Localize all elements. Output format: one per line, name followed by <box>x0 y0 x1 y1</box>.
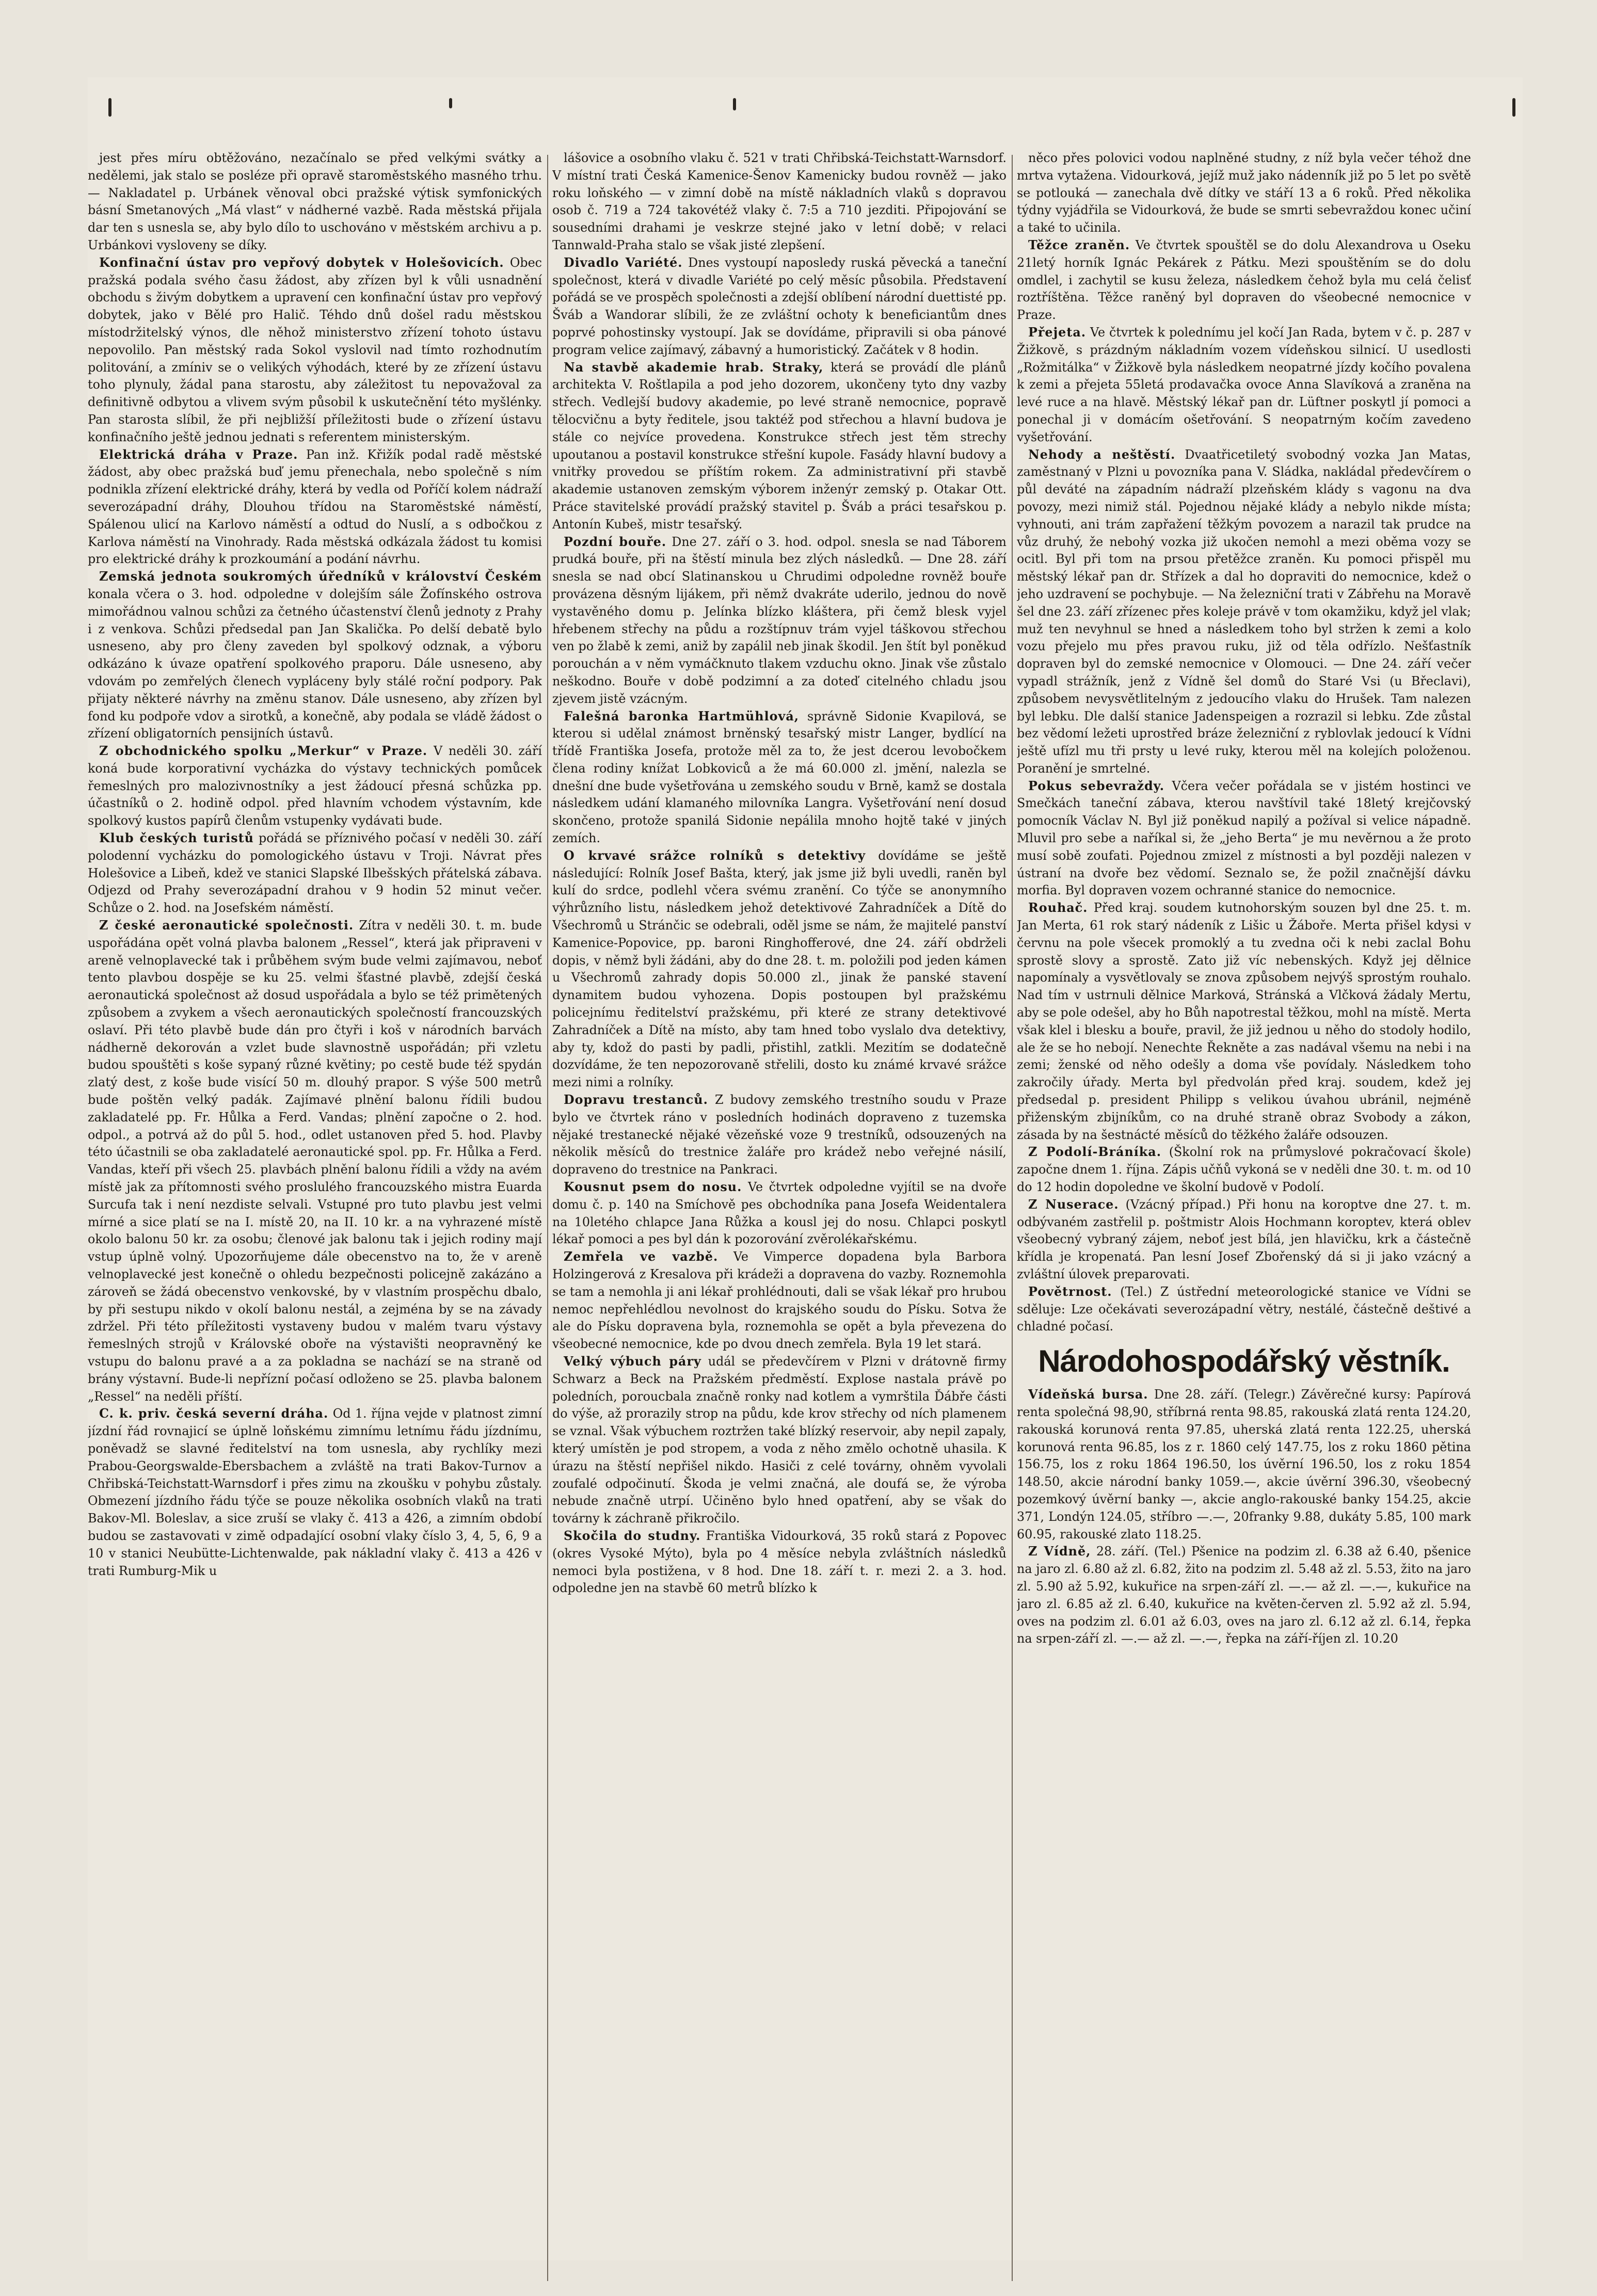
article-text: 28. září. (Tel.) Pšenice na podzim zl. 6.38 až 6.40, pšenice na jaro zl. 6.80 až zl. 6.82, žito na podzim zl. 5.48 až zl. 5.53, žito na jaro zl. 5.90 až 5.92, kukuřice na srpen-září zl. —.— až zl. —.—, kukuřice na jaro zl. 6.85 až zl. 6.40, kukuřice na květen-červen zl. 5.92 až zl. 5.94, oves na podzim zl. 6.01 až 6.03, oves na jaro zl. 6.12 až zl. 6.14, řepka na srpen-září zl. —.— až zl. —.—, řepka na září-říjen zl. 10.20 <box>1017 1544 1471 1646</box>
article-headline: Z Nuserace. <box>1028 1197 1119 1212</box>
article-headline: Skočila do studny. <box>564 1528 701 1543</box>
article-text: správně Sidonie Kvapilová, se kterou si udělal známost brněnský tesařský mistr Langer, bydlící na třídě Františka Josefa, protože měl za to, že jest dcerou levobočkem člena rodiny knížat Lobkoviců a že má 60.000 zl. jmění, nalezla se dnešní dne bude vyšetřována u zemského soudu v Brně, kamž se dostala následkem udání klamaného milovníka Langra. Vyšetřování není dosud skončeno, protože spanilá Sidonie nepálila mnoho hojtě také v jiných zemích. <box>552 709 1007 846</box>
article-headline: Z Podolí-Bráníka. <box>1028 1145 1161 1160</box>
article-headline: Přejeta. <box>1028 325 1087 340</box>
article-paragraph <box>1017 1283 1471 1336</box>
article-paragraph <box>1017 778 1471 900</box>
article-paragraph <box>552 1091 1007 1179</box>
article-text: Před kraj. soudem kutnohorským souzen byl dne 25. t. m. Jan Merta, 61 rok starý nádeník z Lišic u Žáboře. Merta přišel kdysi v červnu na pole všecek promoklý a tu zvedna oči k nebi zaclal Bohu sprostě slovy a sprostě. Zato již víc nebenských. Když jej dělnice napomínaly a vysvětlovaly se znova způsobem nejvýš sprostým rouhalo. Nad tím v ustrnuli dělnice Marková, Stránská a Vlčková žádaly Mertu, aby se pole odešel, aby ho Bůh napotrestal těžkou, mohl na místě. Merta však klel i blesku a bouře, pravil, že již jednou u něho do stodoly hodilo, ale že se ho nebojí. Nenechte Řekněte a zas nadával všemu na nebi i na zemi; ženské od něho odešly a doma vše povídaly. Následkem toho zakročily úřady. Merta byl předvolán před kraj. soudem, kdež jej předsedal p. president Philipp s velikou úvahou ubránil, nejméně přiženským zbijníkům, co na druhé straně obraz Svobody a zákon, zásada by na šestnácté měsíců do těžkého žaláře odsouzen. <box>1017 901 1471 1142</box>
article-text: (Vzácný případ.) Při honu na koroptve dne 27. t. m. odbývaném zastřelil p. poštmistr Alois Hochmann koroptev, která oblev všeobecný vybraný zájem, neboť jest bílá, jen hlavičku, krk a částečně křídla je kropenatá. Pan lesní Josef Zbořenský dá si ji jako vzácný a zvláštní úlovek preparovati. <box>1017 1197 1471 1281</box>
article-headline: O krvavé srážce rolníků s detektivy <box>564 848 866 863</box>
article-paragraph <box>1017 1386 1471 1543</box>
article-text: Ve čtvrtek odpoledne vyjítil se na dvoře domu č. p. 140 na Smíchově pes obchodníka pana Josefa Weidentalera na 10letého chlapce Jana Růžka a kousl jej do nosu. Chlapci poskytl lékař pomoci a pes byl dán k pozorování zvěrolékařskému. <box>552 1180 1007 1247</box>
article-headline: Pokus sebevraždy. <box>1028 778 1165 793</box>
article-headline: Klub českých turistů <box>99 831 254 846</box>
article-text: Od 1. října vejde v platnost zimní jízdní řád rovnajicí se úplně loňskému zimnímu letnímu řádu jízdnímu, poněvadž se slavné ředitelství na tom usnesla, aby rychlíky mezi Prabou-Georgswalde-Ebersbachem a zvláště na trati Bakov-Turnov a Chřibská-Teichstatt-Warnsdorf i přes zimu na zkoušku v pohybu zůstaly. Obmezení jízdního řádu týče se pouze několika osobních vlaků na trati Bakov-Ml. Boleslav, a sice zruší se vlaky č. 413 a 426, a zimním období budou se zastavovati v zimě odpadající osobní vlaky číslo 3, 4, 5, 6, 9 a 10 v stanici Neubütte-Lichtenwalde, pak nákladní vlaky č. 413 a 426 v trati Rumburg-Mik u <box>88 1406 542 1578</box>
article-paragraph <box>552 708 1007 847</box>
article-text: Zítra v neděli 30. t. m. bude uspořádána opět volná plavba balonem „Ressel“, která jak připraveni v areně velnoplavecké tak i průběhem svým bude velmi zajímavou, neboť tento plavbou dospěje se ku 25. velmi šťastné plavbě, zdejší česká aeronautická společnost až dosud uspořádala a bylo se též primětených způsobem a zvykem a všech aeronautických společností francouzských oslaví. Při této plavbě bude dán pro čtyři i koš v národních barvách nádherně dekorován a vzlet bude slavnostně uspořádán; při vzletu budou spouštěti s koše sypaný různé květiny; po cestě bude též spydán zlatý dest, z koše bude visící 50 m. dlouhý prapor. S výše 500 metrů bude poštěn velký padák. Zajímavé plnění balonu řídili budou zakladatelé pp. Fr. Hůlka a Ferd. Vandas; plnění započne o 2. hod. odpol., a potrvá až do půl 5. hod., odlet ustanoven před 5. hod. Plavby této účastnili se oba zakladatelé aeronautické spol. pp. Fr. Hůlka a Ferd. Vandas, kteří při všech 25. plavbách plnění balonu řídili a vždy na avém místě jak za přítomnosti svého proslulého francouzského mistra Euarda Surcufa tak i není nezdiste selvali. Vstupné pro tuto plavbu jest velmi mírné a sice platí se na I. místě 20, na II. 10 kr. a na vyhrazené místě okolo balonu 50 kr. za osobu; členové jak balonu tak i jejich rodiny mají vstup úplně volný. Upozorňujeme dále obecenstvo na to, že v areně velnoplavecké jest konečně o ohledu bezpečnosti policejně zakázáno a zároveň se žádá obecenstvo venkovské, by v vlastním prospěchu dbalo, by při sestupu nikdo v okolí balonu nestál, a zejména by se na závady zdržel. Při této příležitosti vystaveny budou v malém tvaru výstavy řemeslných strojů v Královské oboře na výstavišti neopravněný ke vstupu do balonu pravé a a za pokladna se nachází se na straně od brány výstavní. Bude-li nepřízní počasí odloženo se 25. plavba balonem „Ressel“ na neděli příští. <box>88 918 542 1404</box>
article-headline: Zemská jednota soukromých úředníků v království Českém <box>99 569 542 584</box>
article-text: jest přes míru obtěžováno, nezačínalo se před velkými svátky a nedělemi, jak stalo se posléze při opravě staroměstského masného trhu. — Nakladatel p. Urbánek věnoval obci pražské výtisk symfonických básní Smetanových „Má vlast“ v nádherné vazbě. Rada městská přijala dar ten s usnesla se, aby bylo dílo to uschováno v městském archivu a p. Urbánkovi vysloveny se díky. <box>88 151 542 252</box>
market-report <box>1017 1386 1471 1648</box>
article-text: Z budovy zemského trestního soudu v Praze bylo ve čtvrtek ráno v posledních hodinách dopraveno z tuzemska nějaké trestanecké nějaké vězeňské voze 9 trestníků, odsouzených na několik měsíců do trestnice žaláře pro krádež nebo veřejné násilí, dopraveno do trestnice na Pankraci. <box>552 1093 1007 1177</box>
article-text: konala včera o 3. hod. odpoledne v dolejším sále Žofínského ostrova mimořádnou valnou schůzi za četného účastenství členů jednoty z Prahy i z venkova. Schůzi předsedal pan Jan Skalička. Po delší debatě bylo usneseno, aby pro členy zaveden byl spolkový odznak, a výboru odkázáno k úvaze opatření spolkového praporu. Dále usneseno, aby vdovám po zemřelých členech vypláceny byly stálé roční podpory. Pak přijaty některé návrhy na změnu stanov. Dále usneseno, aby zřízen byl fond ku podpoře vdov a sirotků, a konečně, aby podala se vládě žádost o zřízení obligatorních pensijních ústavů. <box>88 586 542 741</box>
article-text: Obec pražská podala svého času žádost, aby zřízen byl k vůli usnadnění obchodu s živým dobytkem a upravení cen konfinační ústav pro vepřový dobytek, jako v Bělé pro Halič. Téhdo dnů došel radu městskou místodržitelský výnos, dle něhož ministerstvo zřízení tohoto ústavu nepovolilo. Pan městský rada Sokol vyslovil nad tímto rozhodnutím politování, a zmíniv se o velikých výhodách, které by ze zřízení ústavu toho plynuly, žádal pana starostu, aby záležitost tu nepovažoval za definitivně odbytou a vlivem svým působil k uskutečnění této myšlénky. Pan starosta slíbil, že při nejbližší příležitosti bude o zřízení ústavu konfinačního ještě jednou jednati s referentem ministerským. <box>88 255 542 444</box>
article-paragraph <box>1017 237 1471 324</box>
article-text: která se provádí dle plánů architekta V. Roštlapila a pod jeho dozorem, ukončeny tyto dny vazby střech. Vedlejší budovy akademie, po levé straně nemocnice, popravě tělocvičnu a byty ředitele, jsou taktéž pod střechou a hlavní budova je stále co nejvíce provedena. Konstrukce střech jest těm strechy upoutanou a postavil konstrukce střešní kupole. Fasády hlavní budovy a vnitřky provedou se příštím rokem. Za administrativní při stavbě akademie ustanoven zemským výborem inženýr zemský p. Otakar Ott. Práce stavitelské provádí pražský stavitel p. Šváb a práci tesařskou p. Antonín Kubeš, mistr tesařský. <box>552 360 1007 532</box>
article-text: pořádá se příznivého počasí v neděli 30. září polodenní vycházku do pomologického ústavu v Troji. Návrat přes Holešovice a Libeň, kdež ve stanici Slapské Ilbešských přátelská zábava. Odjezd od Prahy severozápadní drahou v 9 hodin 52 minut večer. Schůze o 2. hod. na Josefském náměstí. <box>88 831 542 916</box>
article-paragraph <box>88 1405 542 1580</box>
article-paragraph <box>1017 900 1471 1144</box>
article-paragraph <box>88 446 542 569</box>
scan-speck <box>108 98 111 117</box>
article-headline: Vídeňská bursa. <box>1028 1387 1148 1402</box>
column-2 <box>552 150 1007 2291</box>
article-paragraph <box>552 1248 1007 1353</box>
article-headline: Rouhač. <box>1028 901 1088 916</box>
article-paragraph <box>552 359 1007 534</box>
article-text: Ve čtvrtek k polednímu jel kočí Jan Rada, bytem v č. p. 287 v Žižkově, s prázdným nákladním vozem vídeňskou silnicí. U usedlosti „Rožmitálka“ v Žižkově byla následkem neopatrné jízdy kočího povalena k zemi a přejeta 55letá prodavačka ovoce Anna Slavíková a zraněna na levé ruce a na hlavě. Městský lékař pan dr. Lüftner poskytl jí pomoci a ponechal ji v domácím ošetřování. S neopatrným kočím zavedeno vyšetřování. <box>1017 325 1471 444</box>
article-paragraph <box>1017 1144 1471 1196</box>
article-headline: Velký výbuch páry <box>564 1354 701 1369</box>
article-headline: Na stavbě akademie hrab. Straky, <box>564 360 824 375</box>
scan-speck <box>1512 98 1515 117</box>
article-paragraph <box>552 1528 1007 1597</box>
section-title: Národohospodářský věstník. <box>1038 1344 1450 1379</box>
article-paragraph <box>1017 324 1471 446</box>
article-text: dovídáme se ještě následující: Rolník Josef Bašta, který, jak jsme již byli uvedli, raněn byl kulí do srdce, podlehl včera svému zranění. Co týče se anonymního výhrůzního listu, následkem jehož detektivové Zahradníček a Dítě do Všechromů u Stránčic se odebrali, oděl jsme se nám, že majitelé panství Kamenice-Popovice, pp. baroni Ringhofferové, dne 24. září obdrželi dopis, v němž byli žádáni, aby do dne 28. t. m. položili pod jeden kámen u Všechromů zahrady dopis 50.000 zl., jinak že panské stavení dynamitem budou vyhozena. Dopis postoupen byl pražskému policejnímu ředitelství pražskému, při které ze strany detektivové Zahradníček a Dítě na místo, aby tam hned tobo vyslalo dva detektivy, aby ty, kdož do pasti by padli, přistihl, zatkli. Mezitím se dodatečně dozvídáme, že ten nepozorovaně střelili, dosto ku známé krvavé srážce mezi nimi a rolníky. <box>552 848 1007 1090</box>
article-text: Pan inž. Křižík podal radě městské žádost, aby obec pražská buď jemu přenechala, nebo společně s ním podnikla zřízení elektrické dráhy, která by vedla od Poříčí kolem nádraží severozápadní dráhy, Dlouhou třídou na Staroměstské náměstí, Spálenou ulicí na Karlovo náměstí a odtud do Nuslí, a s odbočkou z Karlova náměstí na Vinohrady. Rada městská odkázala žádost tu komisi pro elektrické dráhy k prozkoumání a podání návrhu. <box>88 447 542 567</box>
article-text: (Tel.) Z ústřední meteorologické stanice ve Vídni se sděluje: Lze očekávati severozápadní větry, nestálé, částečně deštivé a chladné počasí. <box>1017 1284 1471 1334</box>
article-text: Františka Vidourková, 35 roků stará z Popovec (okres Vysoké Mýto), byla po 4 měsíce nebyla zvláštních následků nemoci byla postižena, v 8 hod. Dne 18. září t. r. mezi 2. a 3. hod. odpoledne jen na stavbě 60 metrů blízko k <box>552 1528 1007 1596</box>
column-3-news <box>1017 150 1471 1336</box>
article-paragraph <box>88 743 542 830</box>
scan-speck <box>733 98 736 110</box>
article-paragraph <box>552 150 1007 254</box>
article-paragraph <box>88 568 542 743</box>
article-paragraph <box>552 1353 1007 1528</box>
article-headline: Dopravu trestanců. <box>564 1093 708 1107</box>
article-paragraph <box>552 1179 1007 1248</box>
article-headline: Divadlo Variété. <box>564 255 683 270</box>
article-text: Dvaatřicetiletý svobodný vozka Jan Matas, zaměstnaný v Plzni u povozníka pana V. Sládka, nakládal předevčírem o půl deváté na západním nádraží plzeňském klády s vagonu na dva povozy, mezi nimiž stál. Pojednou nějaké klády a nebylo nikde místa; vyhnouti, ani trám zapřažení těžkým povozem a narazil tak prudce na vůz druhý, že nebohý vozka již ukočen nemohl a mezi oběma vozy se ocitl. Byl při tom na prsou přetěžce zraněn. Ku pomoci přispěl mu městský lékař pan dr. Střízek a dal ho dopraviti do nemocnice, kdež o jeho uzdravení se pochybuje. — Na železniční trati v Zábřehu na Moravě šel dne 23. září zřízenec přes koleje právě v tom okamžiku, když jel vlak; muž ten nevyhnul se hned a následkem toho byl stržen k zemi a kolo vozu přejelo mu přes pravou ruku, již od těla odřízlo. Nešťastník dopraven byl do zemské nemocnice v Olomouci. — Dne 24. září večer vypadl strážník, jenž z Vídně šel domů do Staré Vsi (u Břeclavi), způsobem nevysvětlitelným z jedoucího vlaku do Hrušek. Tam nalezen byl lebku. Dle další stanice Jadenspeigen a rozrazil si lebku. Zde zůstal bez vědomí ležeti uprostřed bráze železniční z ryblovlak jedoucí k Vídni ještě ufízl mu tři prsty u levé ruky, kterou měl na kolejích položenou. Poranění je smrtelné. <box>1017 447 1471 776</box>
article-headline: Elektrická dráha v Praze. <box>99 447 298 462</box>
article-paragraph <box>552 534 1007 708</box>
column-divider <box>1012 155 1013 2281</box>
article-headline: Pozdní bouře. <box>564 534 667 549</box>
article-headline: Těžce zraněn. <box>1028 237 1130 252</box>
article-headline: Zemřela ve vazbě. <box>564 1249 718 1264</box>
article-text: V neděli 30. září koná bude korporativní vycházka do výstavy technických pomůcek řemeslných pro malozivnostníky a jest žádoucí přesná schůzka pp. účastníků o 2. hodině odpol. před hlavním vchodem výstavním, kde spolkový kustos papírů členům vstupenky vydávati bude. <box>88 744 542 828</box>
article-text: Ve čtvrtek spouštěl se do dolu Alexandrova u Oseku 21letý horník Ignác Pekárek z Pátku. Mezi spouštěním se do dolu omdlel, i zachytil se kusu železa, následkem čehož byla mu celá čelisť roztříštěna. Těžce raněný byl dopraven do všeobecné nemocnice v Praze. <box>1017 237 1471 323</box>
article-text: něco přes polovici vodou naplněné studny, z níž byla večer téhož dne mrtva vytažena. Vidourková, jejíž muž jako nádenník již po 5 let po světě se potlouká — zanechala dvě dítky ve stáří 13 a 6 roků. Před několika týdny vyjádřila se Vidourková, že bude se smrti sebevraždou konec učiní a také to učinila. <box>1017 151 1471 235</box>
article-paragraph <box>88 254 542 446</box>
article-headline: Konfinační ústav pro vepřový dobytek v Holešovicích. <box>99 255 504 270</box>
article-paragraph <box>1017 446 1471 778</box>
article-text: (Školní rok na průmyslové pokračovací škole) započne dnem 1. října. Zápis učňů vykoná se v neděli dne 30. t. m. od 10 do 12 hodin dopoledne ve školní budově v Podolí. <box>1017 1145 1471 1195</box>
column-3 <box>1017 150 1471 2291</box>
article-paragraph <box>552 254 1007 359</box>
scan-speck <box>449 98 452 108</box>
article-text: Dnes vystoupí naposledy ruská pěvecká a taneční společnost, která v divadle Variété po celý měsíc působila. Představení pořádá se ve prospěch společnosti a zdejší oblíbení národní duettisté pp. Šváb a Wandorar slíbili, že ze zvláštní ochoty k beneficiantům dnes poprvé pohostinsky vystoupí. Jak se dovídáme, připravili si oba pánové program velice zajímavý, zábavný a humoristický. Začátek v 8 hodin. <box>552 255 1007 357</box>
article-text: udál se předevčírem v Plzni v drátovně firmy Schwarz a Beck na Pražském předměstí. Explose nastala právě po poledních, poroucbala značně ronky nad kotlem a vymrštila Ďábře části do výše, až prorazily strop na půdu, kde krov střechy od ních plamenem se vznal. Však výbuchem roztržen také blízký reservoir, aby nepil zapaly, který umístěn je pod stropem, a voda z něho změlo ochotně uhasila. K úrazu na štěstí nepřišel nikdo. Hasiči z celé továrny, ohněm vyvolali zoufalé odpočinutí. Škoda je velmi značná, ale doufá se, že výroba nebude značně utrpí. Učiněno bylo hned opatření, aby se však do továrny k záchraně přikročilo. <box>552 1354 1007 1526</box>
article-headline: Povětrnost. <box>1028 1284 1112 1299</box>
article-headline: Z Vídně, <box>1028 1544 1091 1559</box>
article-headline: Falešná baronka Hartmühlová, <box>564 709 800 724</box>
article-headline: Kousnut psem do nosu. <box>564 1180 742 1195</box>
article-paragraph <box>552 847 1007 1091</box>
article-headline: C. k. priv. česká severní dráha. <box>99 1406 329 1421</box>
article-text: Dne 28. září. (Telegr.) Závěrečné kursy: Papírová renta společná 98,90, stříbrná renta 98.85, rakouská zlatá renta 124.20, rakouská korunová renta 97.85, uherská zlatá renta 122.25, uherská korunová renta 96.85, los z r. 1860 celý 147.75, los z roku 1860 pětina 156.75, los z roku 1864 196.50, los úvěrní 196.50, los z roku 1854 148.50, akcie národní banky 1059.—, akcie úvěrní 396.30, všeobecný pozemkový úvěrní banky —, akcie anglo-rakouské banky 154.25, akcie 371, Londýn 124.05, stříbro —.—, 20franky 9.88, dukáty 5.85, 100 mark 60.95, rakouské zlato 118.25. <box>1017 1387 1471 1542</box>
article-text: Ve Vimperce dopadena byla Barbora Holzingerová z Kresalova při krádeži a dopravena do vazby. Roznemohla se tam a nemohla ji ani lékař prohlédnouti, dali se však lékař pro hrubou nemoc nepřehlédlou nevolnost do krajského soudu do Písku. Sotva že ale do Písku dopravena byla, roznemohla se opět a byla převezena do všeobecné nemocnice, kde po dvou dnech zemřela. Byla 19 let stará. <box>552 1249 1007 1352</box>
article-text: lášovice a osobního vlaku č. 521 v trati Chřibská-Teichstatt-Warnsdorf. V místní trati Česká Kamenice-Šenov Kamenicky budou rovněž — jako roku loňského — v zimní době na místě nákladních vlaků s dopravou osob č. 719 a 724 takovétéž vlaky č. 7:5 a 710 jezditi. Připojování se sousedními drahami je veskrze stejné jako v letní době; v relaci Tannwald-Praha stalo se však jisté zlepšení. <box>552 151 1007 252</box>
article-headline: Z obchodnického spolku „Merkur“ v Praze. <box>99 744 428 759</box>
newspaper-page <box>88 77 1523 2260</box>
article-paragraph <box>88 150 542 254</box>
article-paragraph <box>88 917 542 1405</box>
column-divider <box>547 155 548 2281</box>
column-1 <box>88 150 542 2291</box>
article-paragraph <box>1017 150 1471 237</box>
article-paragraph <box>1017 1543 1471 1648</box>
article-text: Dne 27. září o 3. hod. odpol. snesla se nad Táborem prudká bouře, při na štěstí minula bez zlých následků. — Dne 28. září snesla se nad obcí Slatinanskou u Chrudimi odpoledne rovněž bouře provázena děsným lijákem, při němž dvakráte uderilo, jednou do nově vystavěného domu p. Jelínka blízko kláštera, při čemž blesk vyjel hřebenem střechy na půdu a rozštípnuv trám vyjel táškovou střechou ven po žlabě k zemi, aniž by zapálil neb jinak škodil. Jen štít byl poněkud porouchán a v něm vymáčknuto tlakem vzduchu okno. Jinak vše zůstalo neškodno. Bouře v době podzimní a za doteď citelného chladu jsou zjevem jistě vzácným. <box>552 534 1007 706</box>
article-headline: Nehody a neštěstí. <box>1028 447 1176 462</box>
article-paragraph <box>88 830 542 917</box>
article-text: Včera večer pořádala se v jistém hostinci ve Smečkách taneční zábava, kterou navštívil také 18letý krejčovský pomocník Václav N. Byl již poněkud napilý a požíval si velice nápadně. Mluvil pro sebe a naříkal si, že „jeho Berta“ je mu nevěrnou a že proto musí sobě zoufati. Pojednou zmizel z místnosti a byl později nalezen v ústraní na dvoře bez vědomí. Seznalo se, že požil značnější dávku morfia. Byl dopraven vozem ochranné stanice do nemocnice. <box>1017 778 1471 898</box>
article-headline: Z české aeronautické společnosti. <box>99 918 354 933</box>
article-paragraph <box>1017 1196 1471 1283</box>
